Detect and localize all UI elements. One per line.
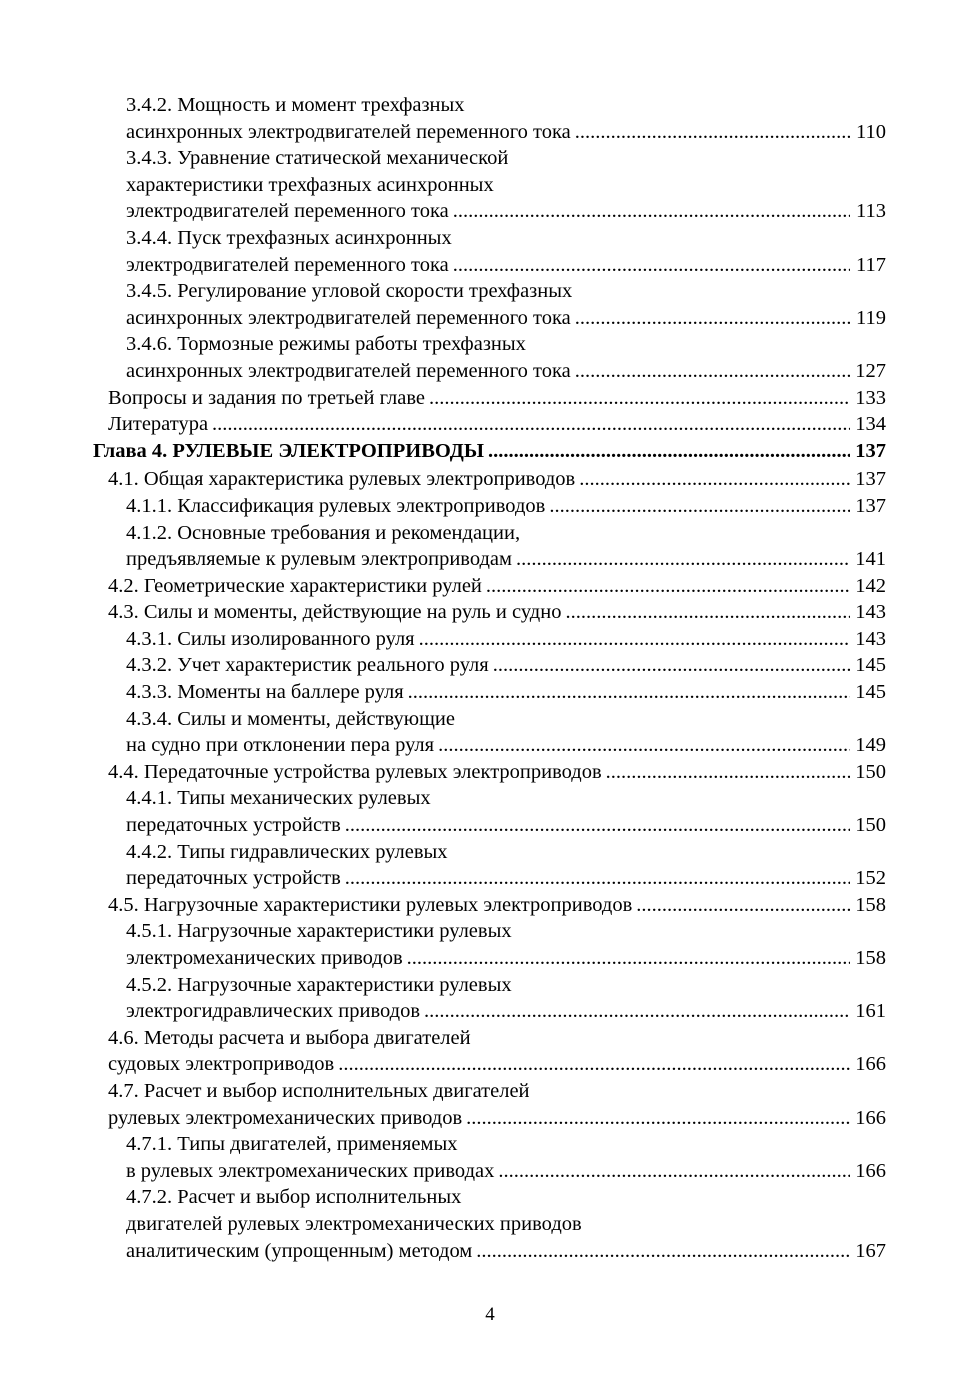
toc-entry-title: 4.1. Общая характеристика рулевых электроприводов bbox=[108, 468, 576, 491]
toc-entry-heading-line: 3.4.2. Мощность и момент трехфазных bbox=[126, 94, 465, 116]
dot-leader bbox=[424, 998, 850, 1025]
dot-leader bbox=[345, 865, 850, 892]
toc-page-number: 166 bbox=[855, 1053, 886, 1076]
dot-leader bbox=[407, 945, 850, 972]
dot-leader bbox=[575, 119, 850, 146]
toc-entry-heading-line: 3.4.6. Тормозные режимы работы трехфазных bbox=[126, 333, 526, 356]
toc-entry[interactable] bbox=[0, 252, 980, 279]
toc-page-number: 141 bbox=[855, 548, 886, 571]
toc-page-number: 113 bbox=[856, 200, 886, 223]
toc-entry-title: электродвигателей переменного тока bbox=[126, 200, 449, 223]
toc-page-number: 133 bbox=[855, 386, 886, 409]
toc-entry-title: асинхронных электродвигателей переменного тока bbox=[126, 359, 571, 382]
dot-leader bbox=[549, 493, 850, 520]
toc-entry[interactable] bbox=[0, 466, 980, 493]
toc-entry[interactable] bbox=[0, 599, 980, 626]
toc-entry-heading-line: двигателей рулевых электромеханических приводов bbox=[126, 1212, 582, 1235]
toc-entry-title: передаточных устройств bbox=[126, 867, 341, 890]
toc-page-number: 137 bbox=[855, 494, 886, 517]
dot-leader bbox=[486, 573, 850, 600]
toc-entry[interactable] bbox=[0, 945, 980, 972]
toc-entry-heading-line: 4.4.2. Типы гидравлических рулевых bbox=[126, 840, 448, 863]
dot-leader bbox=[212, 411, 850, 438]
toc-entry-title: 4.1.1. Классификация рулевых электроприводов bbox=[126, 494, 546, 517]
page-number: 4 bbox=[485, 1304, 495, 1325]
toc-entry-heading-line: 4.7.1. Типы двигателей, применяемых bbox=[126, 1133, 458, 1156]
dot-leader bbox=[429, 385, 850, 412]
toc-entry-title: 4.3.1. Силы изолированного руля bbox=[126, 627, 415, 650]
dot-leader bbox=[606, 759, 850, 786]
toc-page-number: 137 bbox=[855, 468, 886, 491]
toc-entry[interactable] bbox=[0, 438, 980, 465]
toc-entry-title: 4.3. Силы и моменты, действующие на руль и судно bbox=[108, 601, 562, 624]
toc-page-number: 117 bbox=[856, 253, 886, 276]
toc-entry-title: электромеханических приводов bbox=[126, 947, 403, 969]
toc-page-number: 127 bbox=[855, 359, 886, 382]
dot-leader bbox=[345, 812, 850, 839]
toc-page-number: 150 bbox=[855, 814, 886, 837]
toc-page-number: 119 bbox=[856, 306, 886, 329]
toc-entry-heading-line: 3.4.5. Регулирование угловой скорости трехфазных bbox=[126, 280, 573, 303]
table-of-contents bbox=[0, 92, 980, 1264]
toc-page-number: 110 bbox=[856, 120, 886, 143]
toc-page-number: 152 bbox=[855, 867, 886, 890]
toc-entry-title: электрогидравлических приводов bbox=[126, 1000, 420, 1023]
toc-page-number: 142 bbox=[855, 574, 886, 597]
toc-entry[interactable] bbox=[0, 358, 980, 385]
toc-entry[interactable] bbox=[0, 812, 980, 839]
toc-entry-heading-line: 4.1.2. Основные требования и рекомендации, bbox=[126, 521, 521, 544]
dot-leader bbox=[453, 198, 850, 225]
toc-entry-title: Глава 4. РУЛЕВЫЕ ЭЛЕКТРОПРИВОДЫ bbox=[93, 439, 485, 462]
toc-entry-heading-line: 3.4.3. Уравнение статической механической bbox=[126, 147, 509, 170]
toc-entry-title: рулевых электромеханических приводов bbox=[108, 1106, 463, 1129]
toc-entry[interactable] bbox=[0, 119, 980, 146]
toc-page-number: 158 bbox=[855, 947, 886, 969]
toc-page-number: 166 bbox=[855, 1106, 886, 1129]
toc-entry[interactable] bbox=[0, 998, 980, 1025]
toc-entry[interactable] bbox=[0, 411, 980, 438]
toc-entry[interactable] bbox=[0, 652, 980, 679]
toc-entry-title: на судно при отклонении пера руля bbox=[126, 734, 435, 757]
toc-entry[interactable] bbox=[0, 385, 980, 412]
toc-entry-title: электродвигателей переменного тока bbox=[126, 253, 449, 276]
dot-leader bbox=[575, 358, 850, 385]
dot-leader bbox=[575, 305, 850, 332]
toc-page-number: 145 bbox=[855, 654, 886, 677]
toc-entry-heading-line: 4.4.1. Типы механических рулевых bbox=[126, 787, 431, 810]
toc-entry-title: 4.4. Передаточные устройства рулевых электроприводов bbox=[108, 760, 602, 783]
toc-entry[interactable] bbox=[0, 892, 980, 919]
toc-page-number: 166 bbox=[855, 1159, 886, 1182]
toc-entry[interactable] bbox=[0, 759, 980, 786]
toc-entry[interactable] bbox=[0, 493, 980, 520]
dot-leader bbox=[636, 892, 850, 919]
dot-leader bbox=[498, 1158, 850, 1185]
toc-entry[interactable] bbox=[0, 679, 980, 706]
dot-leader bbox=[579, 466, 850, 493]
toc-entry-heading-line: 3.4.4. Пуск трехфазных асинхронных bbox=[126, 226, 452, 249]
dot-leader bbox=[453, 252, 850, 279]
toc-entry-heading-line: 4.7. Расчет и выбор исполнительных двигателей bbox=[108, 1079, 530, 1102]
toc-entry-title: асинхронных электродвигателей переменного тока bbox=[126, 306, 571, 329]
dot-leader bbox=[488, 438, 850, 465]
dot-leader bbox=[438, 732, 850, 759]
dot-leader bbox=[565, 599, 850, 626]
toc-entry-title: Литература bbox=[108, 413, 209, 436]
toc-entry[interactable] bbox=[0, 1051, 980, 1078]
toc-entry-title: 4.3.3. Моменты на баллере руля bbox=[126, 681, 404, 704]
toc-entry[interactable] bbox=[0, 546, 980, 573]
dot-leader bbox=[476, 1238, 850, 1265]
toc-entry-title: предъявляемые к рулевым электроприводам bbox=[126, 548, 512, 571]
toc-page-number: 145 bbox=[855, 681, 886, 704]
toc-entry-heading-line: 4.5.2. Нагрузочные характеристики рулевых bbox=[126, 973, 512, 996]
toc-entry-heading-line: 4.5.1. Нагрузочные характеристики рулевых bbox=[126, 920, 512, 943]
toc-page-number: 167 bbox=[855, 1239, 886, 1262]
toc-entry-title: в рулевых электромеханических приводах bbox=[126, 1159, 495, 1182]
toc-page-number: 150 bbox=[855, 760, 886, 783]
toc-entry[interactable] bbox=[0, 1238, 980, 1265]
toc-entry[interactable] bbox=[0, 1158, 980, 1185]
toc-entry-title: асинхронных электродвигателей переменного тока bbox=[126, 120, 571, 143]
dot-leader bbox=[419, 626, 850, 653]
toc-page-number: 143 bbox=[855, 601, 886, 624]
toc-page-number: 158 bbox=[855, 893, 886, 916]
toc-page-number: 143 bbox=[855, 627, 886, 650]
toc-entry-title: судовых электроприводов bbox=[108, 1053, 335, 1076]
toc-page-number: 137 bbox=[855, 439, 886, 462]
toc-page-number: 134 bbox=[855, 413, 886, 436]
toc-page-number: 149 bbox=[855, 734, 886, 757]
toc-entry[interactable] bbox=[0, 732, 980, 759]
toc-entry-title: 4.3.2. Учет характеристик реального руля bbox=[126, 654, 489, 677]
toc-entry[interactable] bbox=[0, 305, 980, 332]
dot-leader bbox=[408, 679, 850, 706]
toc-entry-title: 4.2. Геометрические характеристики рулей bbox=[108, 574, 482, 597]
toc-page-number: 161 bbox=[855, 1000, 886, 1023]
dot-leader bbox=[338, 1051, 850, 1078]
toc-entry-heading-line: 4.7.2. Расчет и выбор исполнительных bbox=[126, 1186, 462, 1209]
dot-leader bbox=[516, 546, 850, 573]
toc-entry-title: 4.5. Нагрузочные характеристики рулевых электроприводов bbox=[108, 893, 633, 916]
toc-entry[interactable] bbox=[0, 198, 980, 225]
toc-entry[interactable] bbox=[0, 573, 980, 600]
toc-entry-heading-line: 4.6. Методы расчета и выбора двигателей bbox=[108, 1026, 471, 1049]
toc-entry-title: передаточных устройств bbox=[126, 814, 341, 837]
toc-entry-title: Вопросы и задания по третьей главе bbox=[108, 386, 425, 409]
dot-leader bbox=[466, 1105, 850, 1132]
toc-entry[interactable] bbox=[0, 626, 980, 653]
toc-entry-heading-line: 4.3.4. Силы и моменты, действующие bbox=[126, 707, 455, 730]
dot-leader bbox=[493, 652, 850, 679]
toc-entry-title: аналитическим (упрощенным) методом bbox=[126, 1239, 473, 1262]
toc-entry-heading-line: характеристики трехфазных асинхронных bbox=[126, 173, 494, 196]
toc-entry[interactable] bbox=[0, 1105, 980, 1132]
toc-entry[interactable] bbox=[0, 865, 980, 892]
